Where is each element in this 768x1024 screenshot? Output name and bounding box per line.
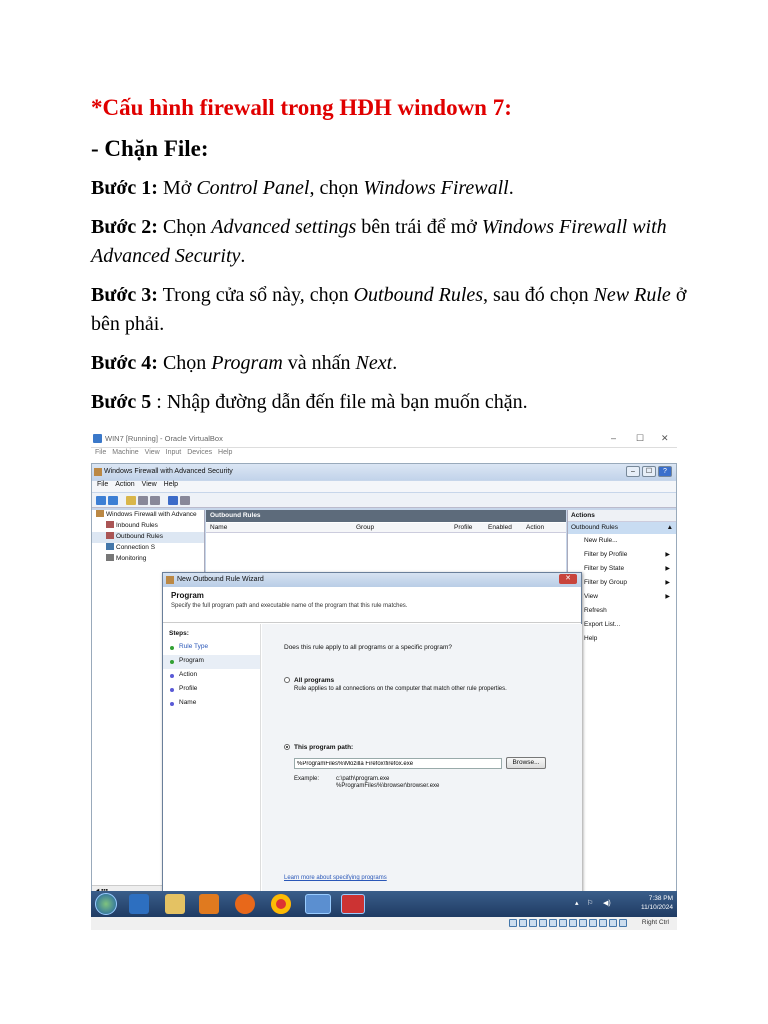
vbox-menu-machine[interactable]: Machine <box>112 449 139 456</box>
wizard-description: Specify the full program path and executable name of the program that this rule matches. <box>171 603 408 609</box>
step-text: Trong cửa sổ này, chọn <box>162 284 354 306</box>
tree-item-monitoring[interactable]: Monitoring <box>92 554 204 565</box>
status-cpu-icon[interactable] <box>589 919 597 927</box>
rules-icon <box>106 521 114 528</box>
action-item[interactable] <box>568 576 676 590</box>
folder-icon[interactable] <box>126 496 136 505</box>
steps-label: Steps: <box>169 630 189 637</box>
action-label: Export List... <box>584 621 621 628</box>
firewall-app-icon[interactable] <box>305 894 331 914</box>
action-item[interactable] <box>568 604 676 618</box>
monitor-icon <box>106 554 114 561</box>
column-action[interactable]: Action <box>526 524 545 531</box>
step-term: New Rule <box>593 284 671 306</box>
all-programs-label[interactable]: All programs <box>294 677 335 684</box>
status-audio-icon[interactable] <box>529 919 537 927</box>
fw-menu-file[interactable]: File <box>97 481 109 488</box>
fw-menu-help[interactable]: Help <box>163 481 179 488</box>
firewall-menubar <box>92 481 676 492</box>
all-programs-description: Rule applies to all connections on the computer that match other rule properties. <box>294 686 507 692</box>
action-label: View <box>584 593 598 600</box>
step-profile[interactable]: Profile <box>163 683 260 697</box>
status-shared-folder-icon[interactable] <box>559 919 567 927</box>
step-label: Bước 5 <box>91 391 152 413</box>
panel-icon[interactable] <box>180 496 190 505</box>
submenu-arrow-icon: ▶ <box>665 566 670 572</box>
submenu-arrow-icon: ▶ <box>665 594 670 600</box>
wizard-content <box>262 624 582 920</box>
step-label: Bước 3: <box>91 284 158 306</box>
vbox-menu-devices[interactable]: Devices <box>187 449 213 456</box>
virtualbox-titlebar <box>91 430 677 448</box>
learn-more-link[interactable]: Learn more about specifying programs <box>284 875 387 881</box>
status-network-icon[interactable] <box>539 919 547 927</box>
status-arrow-icon[interactable] <box>619 919 627 927</box>
firewall-toolbar <box>92 493 676 508</box>
column-enabled[interactable]: Enabled <box>488 524 512 531</box>
file-explorer-icon[interactable] <box>165 894 185 914</box>
document-body <box>91 90 691 427</box>
step-text: , chọn <box>309 177 364 199</box>
connection-icon <box>106 543 114 550</box>
step-program[interactable]: Program <box>163 655 260 669</box>
step-text: : Nhập đường dẫn đến file mà bạn muốn chặn. <box>156 391 528 413</box>
action-label: Refresh <box>584 607 607 614</box>
status-optical-icon[interactable] <box>519 919 527 927</box>
browse-button[interactable]: Browse... <box>506 757 546 769</box>
virtualbox-title: WIN7 [Running] - Oracle VirtualBox <box>105 434 223 443</box>
column-group[interactable]: Group <box>356 524 375 531</box>
doc-subheading: - Chặn File: <box>91 136 209 161</box>
step-label: Bước 4: <box>91 352 158 374</box>
wizard-question: Does this rule apply to all programs or a specific program? <box>284 644 452 651</box>
step-paragraph <box>91 349 691 378</box>
program-path-input[interactable] <box>294 758 502 769</box>
step-term: Next <box>355 352 393 374</box>
step-text: . <box>392 352 398 374</box>
action-label: Filter by Group <box>584 579 627 586</box>
fw-menu-view[interactable]: View <box>141 481 157 488</box>
maximize-icon[interactable]: ☐ <box>636 433 645 443</box>
step-list <box>91 174 691 417</box>
rules-icon <box>106 532 114 539</box>
step-term: Control Panel <box>196 177 310 199</box>
step-rule-type[interactable]: Rule Type <box>163 641 260 655</box>
rules-pane-header: Outbound Rules <box>206 510 566 522</box>
step-paragraph <box>91 174 691 203</box>
fw-maximize-button[interactable]: ☐ <box>642 466 656 477</box>
tree-item-connection[interactable]: Connection S <box>92 543 204 554</box>
list-icon[interactable] <box>138 496 148 505</box>
wizard-app-icon[interactable] <box>341 894 365 914</box>
step-label: Bước 1: <box>91 177 158 199</box>
virtualbox-icon <box>93 434 102 443</box>
tree-item-inbound[interactable]: Inbound Rules <box>92 521 204 532</box>
forward-arrow-icon[interactable] <box>108 496 118 505</box>
actions-pane <box>567 510 676 896</box>
wizard-heading: Program <box>171 591 204 600</box>
tree-item-outbound[interactable]: Outbound Rules <box>92 532 204 543</box>
step-term: Windows Firewall <box>363 177 509 199</box>
system-clock[interactable] <box>641 894 673 912</box>
back-arrow-icon[interactable] <box>96 496 106 505</box>
step-term: Program <box>211 352 283 374</box>
step-text: bên trái để mở <box>356 216 482 238</box>
internet-explorer-icon[interactable] <box>129 894 149 914</box>
actions-header: Actions <box>568 510 676 522</box>
fw-menu-action[interactable]: Action <box>115 481 135 488</box>
step-text: , sau đó chọn <box>483 284 594 306</box>
wizard-title: New Outbound Rule Wizard <box>177 576 264 583</box>
action-label: New Rule... <box>584 537 618 544</box>
step-paragraph <box>91 281 691 339</box>
start-button-icon[interactable] <box>95 893 117 915</box>
program-path-label[interactable]: This program path: <box>294 744 354 751</box>
action-label: Help <box>584 635 598 642</box>
wizard-titlebar <box>163 573 581 587</box>
firewall-icon <box>96 510 104 517</box>
fw-help-button[interactable]: ? <box>658 466 672 477</box>
firewall-icon <box>166 576 174 584</box>
rules-columns <box>206 523 566 533</box>
example-label: Example: <box>294 776 320 782</box>
virtualbox-statusbar <box>91 917 677 930</box>
step-text: ở bên phải. <box>91 284 687 335</box>
step-text: . <box>240 245 246 267</box>
example-path-1: c:\path\program.exe <box>336 776 390 782</box>
action-label: Filter by State <box>584 565 625 572</box>
windows-taskbar <box>91 891 677 917</box>
status-usb-icon[interactable] <box>549 919 557 927</box>
firewall-window <box>91 463 677 895</box>
step-text: . <box>508 177 514 199</box>
step-paragraph <box>91 213 691 271</box>
virtualbox-menubar <box>91 449 677 461</box>
tray-arrow-icon[interactable]: ▴ <box>575 900 579 907</box>
actions-selected-section[interactable]: Outbound Rules ▲ <box>568 522 676 534</box>
status-keyboard-icon[interactable] <box>609 919 617 927</box>
step-text: và nhấn <box>282 352 356 374</box>
all-programs-radio[interactable] <box>284 677 290 683</box>
new-outbound-rule-wizard <box>162 572 582 920</box>
column-name[interactable]: Name <box>210 524 228 531</box>
firefox-icon[interactable] <box>235 894 255 914</box>
action-item[interactable] <box>568 590 676 604</box>
step-name[interactable]: Name <box>163 697 260 711</box>
host-key-label: Right Ctrl <box>641 919 669 926</box>
action-item[interactable] <box>568 562 676 576</box>
tray-network-icon[interactable]: ⚐ <box>587 900 594 907</box>
step-term: Advanced settings <box>211 216 357 238</box>
close-icon[interactable]: ✕ <box>661 433 669 443</box>
vbox-menu-help[interactable]: Help <box>218 449 233 456</box>
clock-time: 7:38 PM <box>648 895 673 902</box>
step-paragraph <box>91 388 691 417</box>
status-disk-icon[interactable] <box>509 919 517 927</box>
step-text: Mở <box>162 177 197 199</box>
vbox-menu-input[interactable]: Input <box>165 449 182 456</box>
column-profile[interactable]: Profile <box>454 524 473 531</box>
step-action[interactable]: Action <box>163 669 260 683</box>
action-item[interactable] <box>568 632 676 646</box>
status-recording-icon[interactable] <box>579 919 587 927</box>
action-item[interactable] <box>568 618 676 632</box>
firewall-title: Windows Firewall with Advanced Security <box>104 468 233 475</box>
submenu-arrow-icon: ▶ <box>665 552 670 558</box>
action-label: Filter by Profile <box>584 551 628 558</box>
tray-volume-icon[interactable]: ◀) <box>603 900 611 907</box>
vbox-menu-view[interactable]: View <box>144 449 160 456</box>
properties-icon[interactable] <box>150 496 160 505</box>
help-icon[interactable] <box>168 496 178 505</box>
wizard-close-button[interactable]: ✕ <box>559 574 577 584</box>
status-display-icon[interactable] <box>569 919 577 927</box>
example-values <box>336 776 439 790</box>
firewall-titlebar <box>92 464 676 480</box>
firewall-icon <box>94 468 102 476</box>
media-player-icon[interactable] <box>199 894 219 914</box>
example-path-2: %ProgramFiles%\browser\browser.exe <box>336 783 440 789</box>
step-label: Bước 2: <box>91 216 158 238</box>
minimize-icon[interactable]: – <box>611 433 617 443</box>
step-text: Chọn <box>162 352 212 374</box>
wizard-header <box>163 587 581 623</box>
wizard-steps <box>163 624 261 920</box>
submenu-arrow-icon: ▶ <box>665 580 670 586</box>
embedded-screenshot <box>91 430 677 930</box>
step-term: Outbound Rules <box>353 284 484 306</box>
step-term: Windows Firewall with Advanced Security <box>91 216 667 267</box>
tree-item-root[interactable]: Windows Firewall with Advance <box>92 510 204 521</box>
program-path-radio[interactable] <box>284 744 290 750</box>
action-item[interactable] <box>568 548 676 562</box>
clock-date: 11/10/2024 <box>640 904 673 911</box>
fw-minimize-button[interactable]: – <box>626 466 640 477</box>
action-item[interactable] <box>568 534 676 548</box>
doc-heading: *Cấu hình firewall trong HĐH windown 7: <box>91 95 512 120</box>
vbox-menu-file[interactable]: File <box>95 449 107 456</box>
chrome-icon[interactable] <box>271 894 291 914</box>
status-mouse-icon[interactable] <box>599 919 607 927</box>
step-text: Chọn <box>162 216 212 238</box>
